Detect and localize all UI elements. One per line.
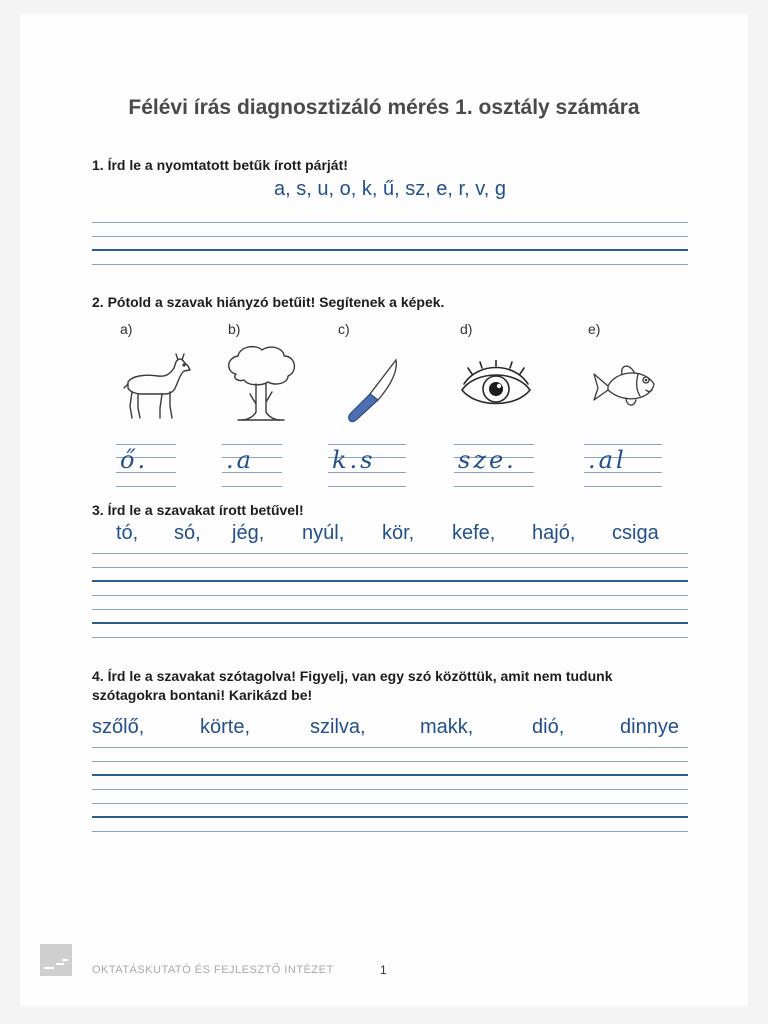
guide-line <box>222 486 282 487</box>
guide-line <box>222 444 282 445</box>
task2-instruction: 2. Pótold a szavak hiányzó betűit! Segítenek a képek. <box>92 294 445 310</box>
item-a-label: a) <box>120 321 133 337</box>
logo-mark-icon <box>40 944 72 976</box>
guide-line <box>92 222 688 223</box>
task1-letters: a, s, u, o, k, ű, sz, e, r, v, g <box>274 178 506 200</box>
task3-instruction: 3. Írd le a szavakat írott betűvel! <box>92 502 304 518</box>
word: csiga <box>612 522 659 544</box>
item-b-label: b) <box>228 321 241 337</box>
word: dinnye <box>620 716 679 738</box>
page-title: Félévi írás diagnosztizáló mérés 1. osztály számára <box>128 96 640 119</box>
fish-icon <box>590 360 660 412</box>
task1-instruction: 1. Írd le a nyomtatott betűk írott párját! <box>92 157 348 173</box>
guide-line <box>92 236 688 237</box>
word: dió, <box>532 716 565 738</box>
guide-line <box>92 264 688 265</box>
guide-line <box>92 595 688 596</box>
cursive-text: k.s <box>332 446 376 474</box>
word: só, <box>174 522 201 544</box>
guide-line <box>116 486 176 487</box>
guide-line <box>92 553 688 554</box>
guide-line <box>116 444 176 445</box>
institute-logo <box>40 944 72 976</box>
cursive-text: .al <box>588 446 627 474</box>
cursive-text: sze. <box>458 446 517 474</box>
guide-line <box>454 486 534 487</box>
guide-line <box>92 637 688 638</box>
word: jég, <box>232 522 265 544</box>
word: szőlő, <box>92 716 145 738</box>
guide-line <box>92 747 688 748</box>
knife-icon <box>340 356 408 426</box>
tree-icon <box>222 344 300 426</box>
guide-line <box>328 486 406 487</box>
guide-line <box>92 831 688 832</box>
word: makk, <box>420 716 474 738</box>
eye-icon <box>456 360 536 416</box>
guide-line <box>92 803 688 804</box>
word: tó, <box>116 522 139 544</box>
guide-line <box>454 444 534 445</box>
deer-icon <box>118 352 196 424</box>
page-number: 1 <box>380 963 387 977</box>
guide-line <box>584 486 662 487</box>
footer-institute: OKTATÁSKUTATÓ ÉS FEJLESZTŐ INTÉZET <box>92 964 334 976</box>
guide-line <box>92 567 688 568</box>
base-line <box>92 580 688 582</box>
guide-line <box>92 789 688 790</box>
guide-line <box>92 609 688 610</box>
cursive-text: .a <box>226 446 254 474</box>
cursive-text: ő. <box>120 446 149 474</box>
base-line <box>92 774 688 776</box>
word: szilva, <box>310 716 366 738</box>
base-line <box>92 249 688 251</box>
task4-instruction-line2: szótagokra bontani! Karikázd be! <box>92 687 313 703</box>
guide-line <box>328 444 406 445</box>
word: körte, <box>200 716 251 738</box>
guide-line <box>92 761 688 762</box>
base-line <box>92 622 688 624</box>
word: nyúl, <box>302 522 345 544</box>
item-e-label: e) <box>588 321 601 337</box>
item-c-label: c) <box>338 321 350 337</box>
task4-instruction-line1: 4. Írd le a szavakat szótagolva! Figyelj, van egy szó közöttük, amit nem tudunk <box>92 668 613 684</box>
guide-line <box>584 444 662 445</box>
word: kör, <box>382 522 415 544</box>
word: hajó, <box>532 522 576 544</box>
base-line <box>92 816 688 818</box>
item-d-label: d) <box>460 321 473 337</box>
word: kefe, <box>452 522 496 544</box>
